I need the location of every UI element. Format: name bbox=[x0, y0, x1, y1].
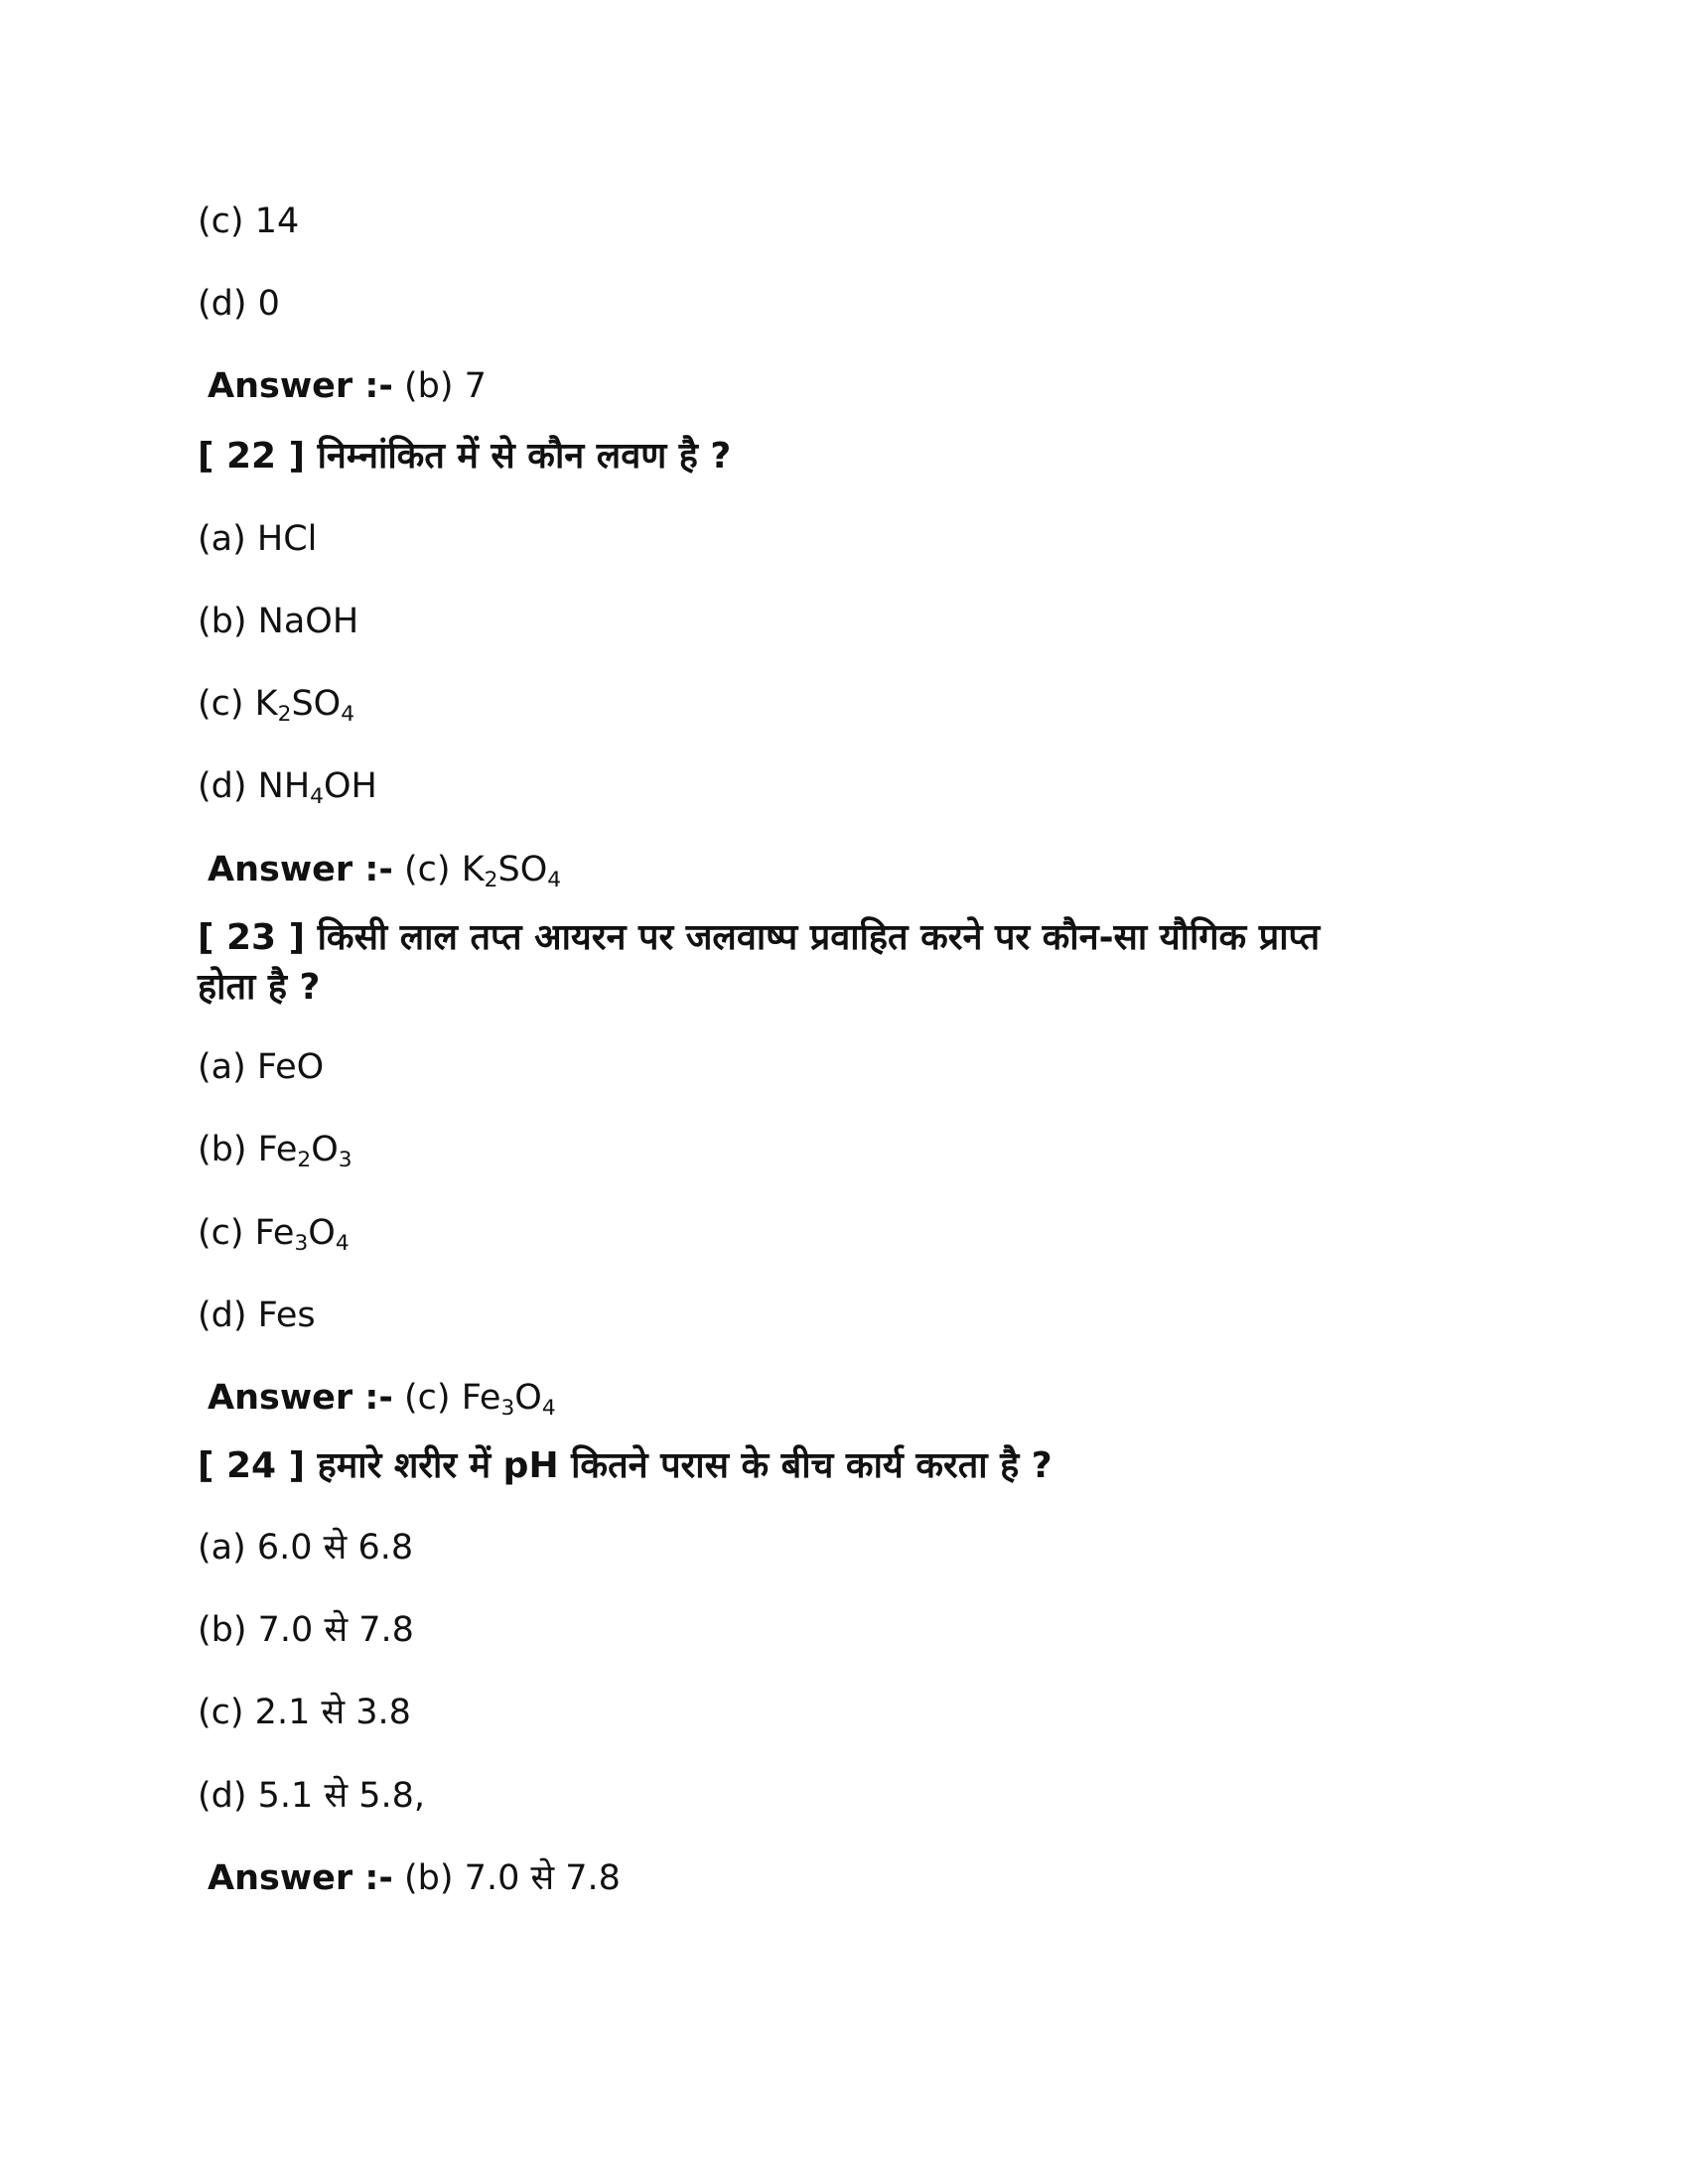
q23-option-c: (c) $Fe_3O_4$ bbox=[198, 1213, 350, 1257]
answer-text: (b) 7 bbox=[404, 366, 487, 406]
q24-option-a: (a) 6.0 से 6.8 bbox=[198, 1528, 414, 1568]
question-23 bbox=[198, 913, 1449, 1013]
answer-label: Answer :- bbox=[208, 1378, 393, 1418]
option-label: (c) bbox=[198, 202, 244, 241]
q21-option-d bbox=[198, 283, 280, 325]
q22-option-b: (b) NaOH bbox=[198, 602, 359, 641]
q24-option-c: (c) 2.1 से 3.8 bbox=[198, 1693, 411, 1732]
option-label: (d) bbox=[198, 284, 247, 324]
question-23-line-2: होता है ? bbox=[198, 967, 321, 1008]
q24-option-b: (b) 7.0 से 7.8 bbox=[198, 1610, 414, 1650]
q21-option-c bbox=[198, 201, 299, 242]
q23-option-b: (b) $Fe_2O_3$ bbox=[198, 1130, 352, 1173]
q21-answer bbox=[208, 365, 487, 407]
answer-text: (c) $K_2SO_4$ bbox=[404, 850, 562, 893]
question-22: [ 22 ] निम्नांकित में से कौन लवण है ? bbox=[198, 436, 732, 477]
option-text: 14 bbox=[254, 202, 300, 241]
option-text: 0 bbox=[257, 284, 280, 324]
question-24: [ 24 ] हमारे शरीर में pH कितने परास के बीच कार्य करता है ? bbox=[198, 1445, 1053, 1486]
answer-label: Answer :- bbox=[208, 366, 393, 406]
answer-text: (c) $Fe_3O_4$ bbox=[404, 1378, 556, 1422]
q23-answer bbox=[208, 1377, 556, 1422]
q22-option-c: (c) $K_2SO_4$ bbox=[198, 684, 355, 728]
question-23-line-1: [ 23 ] किसी लाल तप्त आयरन पर जलवाष्प प्रवाहित करने पर कौन-सा यौगिक प्राप्त bbox=[198, 917, 1321, 958]
q22-option-d: (d) $NH_4OH$ bbox=[198, 766, 377, 810]
answer-text: (b) 7.0 से 7.8 bbox=[404, 1858, 621, 1898]
q23-option-a: (a) FeO bbox=[198, 1047, 325, 1087]
q24-answer bbox=[208, 1857, 621, 1899]
answer-label: Answer :- bbox=[208, 1858, 393, 1898]
q23-option-d: (d) Fes bbox=[198, 1296, 316, 1335]
q22-answer bbox=[208, 849, 562, 893]
q22-option-a: (a) HCl bbox=[198, 519, 318, 559]
answer-label: Answer :- bbox=[208, 850, 393, 889]
q24-option-d: (d) 5.1 से 5.8, bbox=[198, 1776, 426, 1816]
